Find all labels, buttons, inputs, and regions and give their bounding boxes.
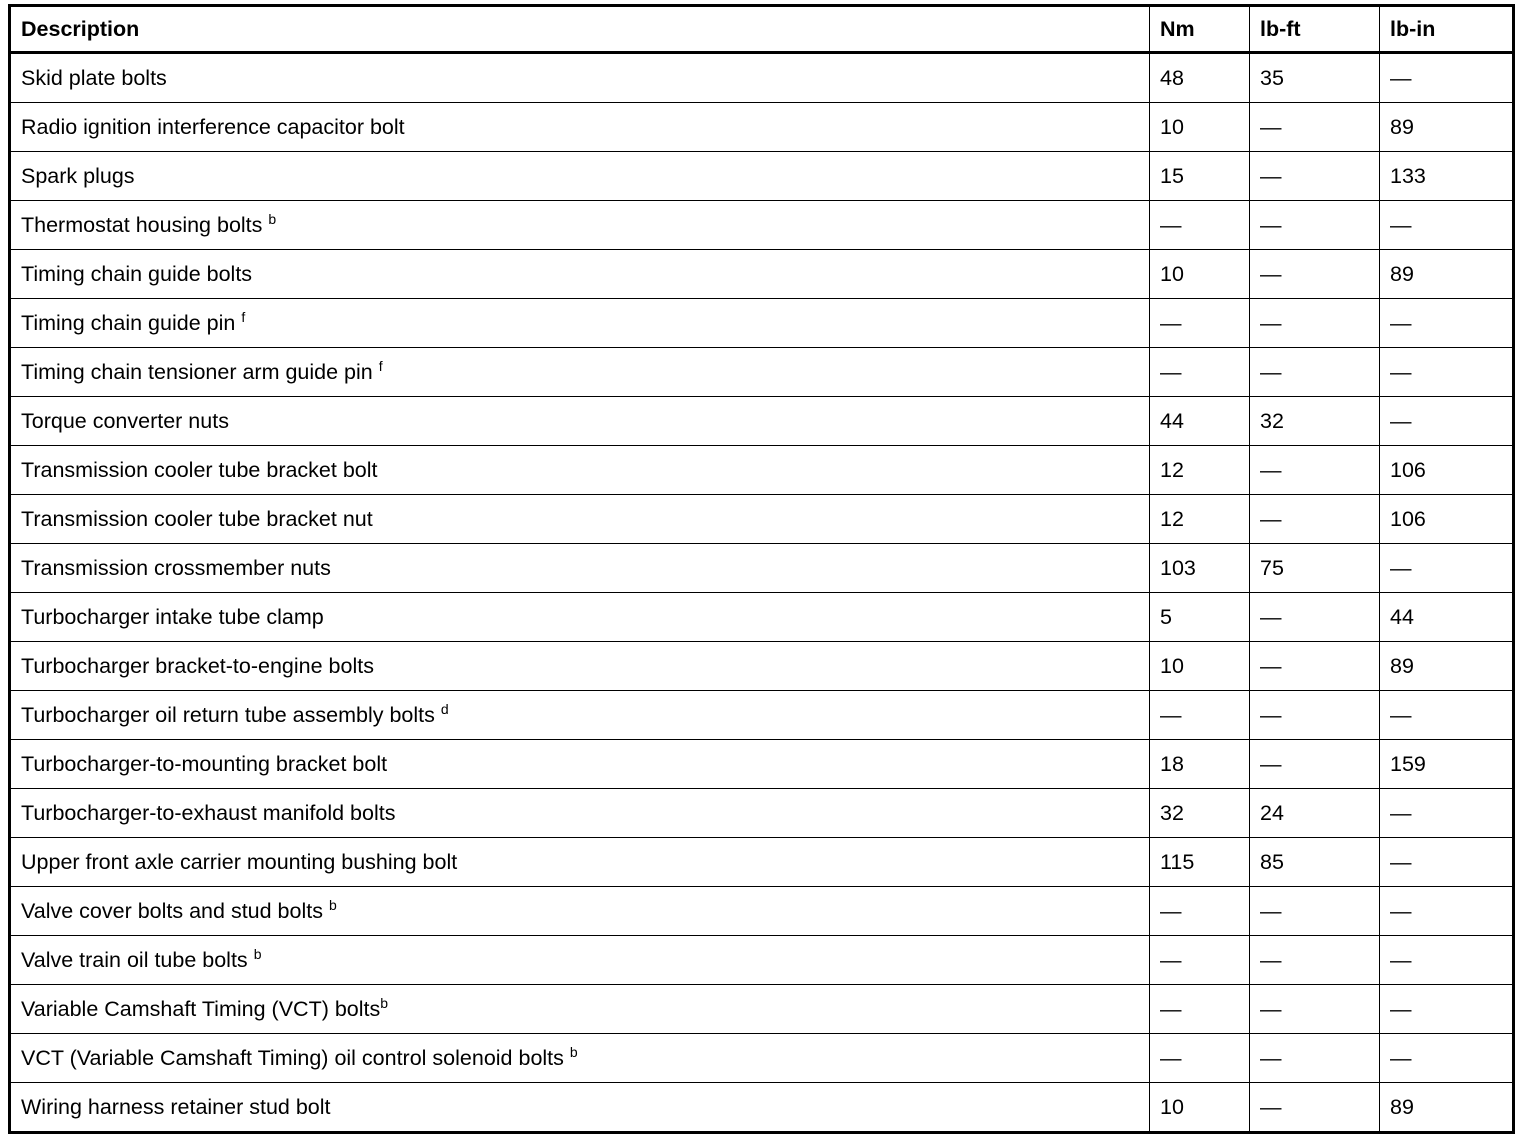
cell-description	[10, 740, 1150, 789]
cell-description	[10, 152, 1150, 201]
cell-description	[10, 348, 1150, 397]
cell-lbin: —	[1380, 691, 1514, 740]
cell-lbin: —	[1380, 201, 1514, 250]
footnote-marker: b	[328, 897, 337, 914]
cell-lbin: —	[1380, 789, 1514, 838]
table-row	[10, 299, 1514, 348]
table-row	[10, 642, 1514, 691]
cell-nm: —	[1150, 887, 1250, 936]
cell-lbft: —	[1250, 446, 1380, 495]
cell-lbft: —	[1250, 348, 1380, 397]
cell-description	[10, 838, 1150, 887]
cell-description	[10, 1083, 1150, 1133]
cell-description	[10, 1034, 1150, 1083]
description-text: Timing chain tensioner arm guide pin	[21, 360, 373, 385]
cell-lbin: —	[1380, 299, 1514, 348]
cell-nm: —	[1150, 936, 1250, 985]
description-text: Spark plugs	[21, 163, 135, 188]
description-text: Wiring harness retainer stud bolt	[21, 1094, 331, 1119]
cell-nm: 10	[1150, 250, 1250, 299]
table-row	[10, 446, 1514, 495]
cell-lbft: —	[1250, 642, 1380, 691]
cell-nm: 44	[1150, 397, 1250, 446]
cell-lbft: —	[1250, 152, 1380, 201]
cell-lbft: —	[1250, 103, 1380, 152]
table-row	[10, 201, 1514, 250]
cell-lbin: —	[1380, 1034, 1514, 1083]
cell-lbin: 89	[1380, 250, 1514, 299]
cell-lbin: 106	[1380, 446, 1514, 495]
cell-lbin: —	[1380, 985, 1514, 1034]
footnote-marker: f	[378, 358, 383, 375]
cell-description	[10, 887, 1150, 936]
cell-lbin: —	[1380, 53, 1514, 103]
cell-lbft: —	[1250, 936, 1380, 985]
cell-nm: 10	[1150, 1083, 1250, 1133]
cell-nm: 115	[1150, 838, 1250, 887]
table-row	[10, 348, 1514, 397]
cell-lbin: —	[1380, 544, 1514, 593]
cell-nm: 12	[1150, 446, 1250, 495]
description-text: Skid plate bolts	[21, 65, 167, 90]
table-row	[10, 53, 1514, 103]
table-row	[10, 740, 1514, 789]
cell-lbin: —	[1380, 936, 1514, 985]
cell-nm: —	[1150, 299, 1250, 348]
cell-lbft: —	[1250, 1034, 1380, 1083]
cell-nm: 10	[1150, 642, 1250, 691]
description-text: Thermostat housing bolts	[21, 213, 263, 238]
cell-lbin: 133	[1380, 152, 1514, 201]
description-text: Valve cover bolts and stud bolts	[21, 899, 323, 924]
footnote-marker: b	[268, 211, 277, 228]
cell-lbin: —	[1380, 887, 1514, 936]
cell-nm: 12	[1150, 495, 1250, 544]
table-row	[10, 250, 1514, 299]
cell-description	[10, 789, 1150, 838]
footnote-marker: b	[380, 995, 389, 1012]
description-text: Valve train oil tube bolts	[21, 948, 248, 973]
cell-description	[10, 397, 1150, 446]
column-header-lbin: lb-in	[1380, 6, 1514, 53]
cell-description	[10, 544, 1150, 593]
description-text: Variable Camshaft Timing (VCT) bolts	[21, 997, 381, 1022]
table-row	[10, 985, 1514, 1034]
table-row	[10, 103, 1514, 152]
description-text: Turbocharger bracket-to-engine bolts	[21, 653, 374, 678]
description-text: Turbocharger-to-mounting bracket bolt	[21, 751, 388, 776]
cell-lbft: —	[1250, 740, 1380, 789]
cell-lbin: 89	[1380, 103, 1514, 152]
cell-nm: —	[1150, 201, 1250, 250]
description-text: Transmission cooler tube bracket bolt	[21, 457, 378, 482]
table-header-row	[10, 6, 1514, 53]
cell-lbin: —	[1380, 838, 1514, 887]
table-row	[10, 936, 1514, 985]
cell-lbft: 24	[1250, 789, 1380, 838]
cell-description	[10, 201, 1150, 250]
column-header-lbft: lb-ft	[1250, 6, 1380, 53]
footnote-marker: d	[440, 701, 449, 718]
cell-description	[10, 691, 1150, 740]
description-text: Timing chain guide pin	[21, 311, 236, 336]
description-text: Torque converter nuts	[21, 408, 229, 433]
cell-description	[10, 936, 1150, 985]
cell-lbin: 89	[1380, 642, 1514, 691]
footnote-marker: b	[569, 1044, 578, 1061]
cell-description	[10, 446, 1150, 495]
table-row	[10, 1083, 1514, 1133]
table-header	[10, 6, 1514, 53]
cell-lbft: —	[1250, 691, 1380, 740]
cell-description	[10, 103, 1150, 152]
table-row	[10, 397, 1514, 446]
cell-nm: 10	[1150, 103, 1250, 152]
column-header-description: Description	[10, 6, 1150, 53]
cell-lbin: 159	[1380, 740, 1514, 789]
description-text: Turbocharger oil return tube assembly bolts	[21, 703, 435, 728]
table-row	[10, 887, 1514, 936]
torque-specification-table	[8, 4, 1515, 1134]
cell-description	[10, 250, 1150, 299]
cell-lbft: —	[1250, 1083, 1380, 1133]
cell-lbft: —	[1250, 593, 1380, 642]
cell-nm: —	[1150, 985, 1250, 1034]
cell-lbft: —	[1250, 250, 1380, 299]
table-row	[10, 1034, 1514, 1083]
cell-lbin: —	[1380, 348, 1514, 397]
description-text: Upper front axle carrier mounting bushing bolt	[21, 849, 458, 874]
description-text: VCT (Variable Camshaft Timing) oil control solenoid bolts	[21, 1046, 564, 1071]
table-row	[10, 544, 1514, 593]
table-row	[10, 691, 1514, 740]
cell-lbin: 106	[1380, 495, 1514, 544]
cell-lbft: —	[1250, 299, 1380, 348]
cell-description	[10, 495, 1150, 544]
table-row	[10, 593, 1514, 642]
footnote-marker: f	[241, 309, 246, 326]
cell-nm: —	[1150, 348, 1250, 397]
description-text: Transmission crossmember nuts	[21, 555, 331, 580]
cell-nm: 15	[1150, 152, 1250, 201]
description-text: Turbocharger intake tube clamp	[21, 604, 324, 629]
cell-nm: 32	[1150, 789, 1250, 838]
cell-nm: 103	[1150, 544, 1250, 593]
description-text: Timing chain guide bolts	[21, 261, 253, 286]
cell-lbin: —	[1380, 397, 1514, 446]
cell-lbin: 44	[1380, 593, 1514, 642]
cell-lbft: —	[1250, 985, 1380, 1034]
cell-description	[10, 985, 1150, 1034]
cell-nm: 5	[1150, 593, 1250, 642]
cell-lbft: 75	[1250, 544, 1380, 593]
description-text: Transmission cooler tube bracket nut	[21, 506, 373, 531]
cell-description	[10, 53, 1150, 103]
cell-description	[10, 642, 1150, 691]
cell-nm: —	[1150, 691, 1250, 740]
table-row	[10, 789, 1514, 838]
table-row	[10, 152, 1514, 201]
cell-lbft: 35	[1250, 53, 1380, 103]
cell-lbft: —	[1250, 495, 1380, 544]
column-header-nm: Nm	[1150, 6, 1250, 53]
cell-description	[10, 593, 1150, 642]
footnote-marker: b	[253, 946, 262, 963]
table-row	[10, 838, 1514, 887]
cell-lbin: 89	[1380, 1083, 1514, 1133]
description-text: Radio ignition interference capacitor bolt	[21, 114, 405, 139]
cell-lbft: —	[1250, 887, 1380, 936]
cell-nm: 18	[1150, 740, 1250, 789]
table-body	[10, 53, 1514, 1133]
cell-lbft: —	[1250, 201, 1380, 250]
table-row	[10, 495, 1514, 544]
description-text: Turbocharger-to-exhaust manifold bolts	[21, 800, 396, 825]
cell-nm: —	[1150, 1034, 1250, 1083]
cell-nm: 48	[1150, 53, 1250, 103]
cell-lbft: 85	[1250, 838, 1380, 887]
cell-lbft: 32	[1250, 397, 1380, 446]
cell-description	[10, 299, 1150, 348]
